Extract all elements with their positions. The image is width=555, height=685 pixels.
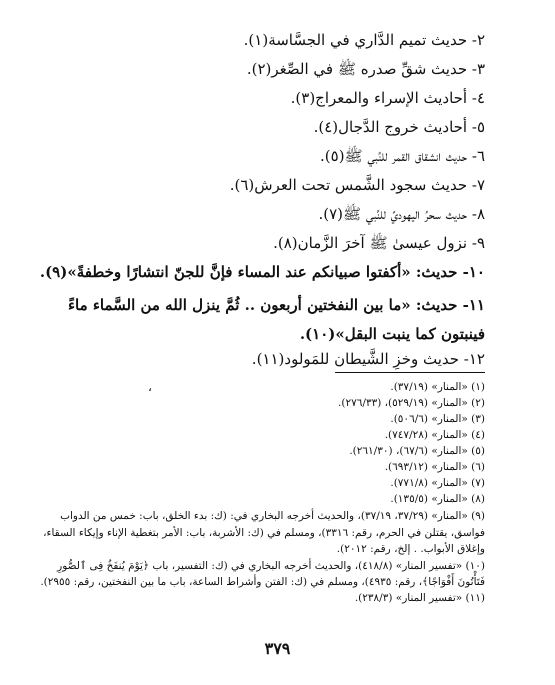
list-item: ١١- حديث: «ما بين النفختين أربعون .. ثُمَّ ينزل الله من السَّماء ماءً فينبتون كما ينبت البقل»(١٠). (67, 296, 485, 343)
footnote: (٤) «المنار» (٧٤٧/٢٨). (384, 429, 485, 441)
list-item: ٧- حديث سجود الشَّمس تحت العرش(٦). (229, 176, 485, 194)
stray-mark: ، (148, 380, 152, 394)
list-item: ٦- حديث انشقاق القمر للنَّبي ﷺ(٥). (320, 147, 485, 165)
list-item: ٨- حديث سحرُ اليهوديِّ للنَّبي ﷺ(٧). (318, 205, 485, 223)
list-item: ٩- نزول عيسىٰ ﷺ آخرَ الزَّمان(٨). (273, 234, 485, 252)
footnotes (35, 380, 485, 607)
footnote: (٩) «المنار» (٣٧/٢٩، ٣٧/١٩)، والحديث أخرجه البخاري في: (ك: بدء الخلق، باب: خمس من الدواب فواسق، يقتلن في الحرم، رقم: ٣٣١٦)، ومسلم في (ك: الأشربة، باب: الأمر بتغطية الإناء وإيكاء السقاء، وإغلاق الأبواب. . إلخ، رقم: ٢٠١٢). (43, 510, 485, 555)
footnote: (١٠) «تفسير المنار» (٤١٨/٨)، والحديث أخرجه البخاري في (ك: التفسير، باب ﴿يَوْمَ يُنفَخُ فِى ٱلصُّورِ فَتَأْتُونَ أَفْوَاجًا﴾، رقم: ٤٩٣٥)، ومسلم في (ك: الفتن وأشراط الساعة، باب ما بين النفختين، رقم: ٢٩٥٥). (40, 559, 485, 588)
footnote: (٧) «المنار» (٧٧١/٨). (390, 477, 485, 489)
list-item: ١٠- حديث: «أكفتوا صبيانكم عند المساء فإنَّ للجنّ انتشارًا وخطفةً»(٩). (39, 263, 485, 281)
hadith-list (39, 30, 485, 378)
footnote: (٥) «المنار» (٦٧/٦)، (٢٦١/٣٠). (349, 445, 485, 457)
footnote-divider (335, 372, 485, 373)
list-item: ٥- أحاديث خروج الدَّجال(٤). (313, 118, 485, 136)
page-number: ٣٧٩ (264, 639, 291, 658)
list-item: ٢- حديث تميم الدَّاري في الجسَّاسة(١). (243, 31, 485, 49)
footnote: (١) «المنار» (٣٧/١٩). (390, 381, 485, 393)
list-item: ٤- أحاديث الإسراء والمعراج(٣). (290, 89, 485, 107)
footnote: (٦) «المنار» (٦٩٣/١٢). (384, 461, 485, 473)
footnote: (١١) «تفسير المنار» (٢٣٨/٣). (354, 591, 485, 604)
footnote: (٨) «المنار» (١٣٥/٥). (390, 493, 485, 505)
footnote: (٣) «المنار» (٥٠٦/٦). (390, 413, 485, 425)
list-item: ١٢- حديث وخزِ الشَّيطان للمَولود(١١). (251, 350, 485, 368)
footnote: (٢) «المنار» (٥٢٩/١٩)، (٢٧٦/٣٣). (338, 397, 485, 409)
list-item: ٣- حديث شقِّ صدره ﷺ في الصِّغر(٢). (246, 60, 485, 78)
